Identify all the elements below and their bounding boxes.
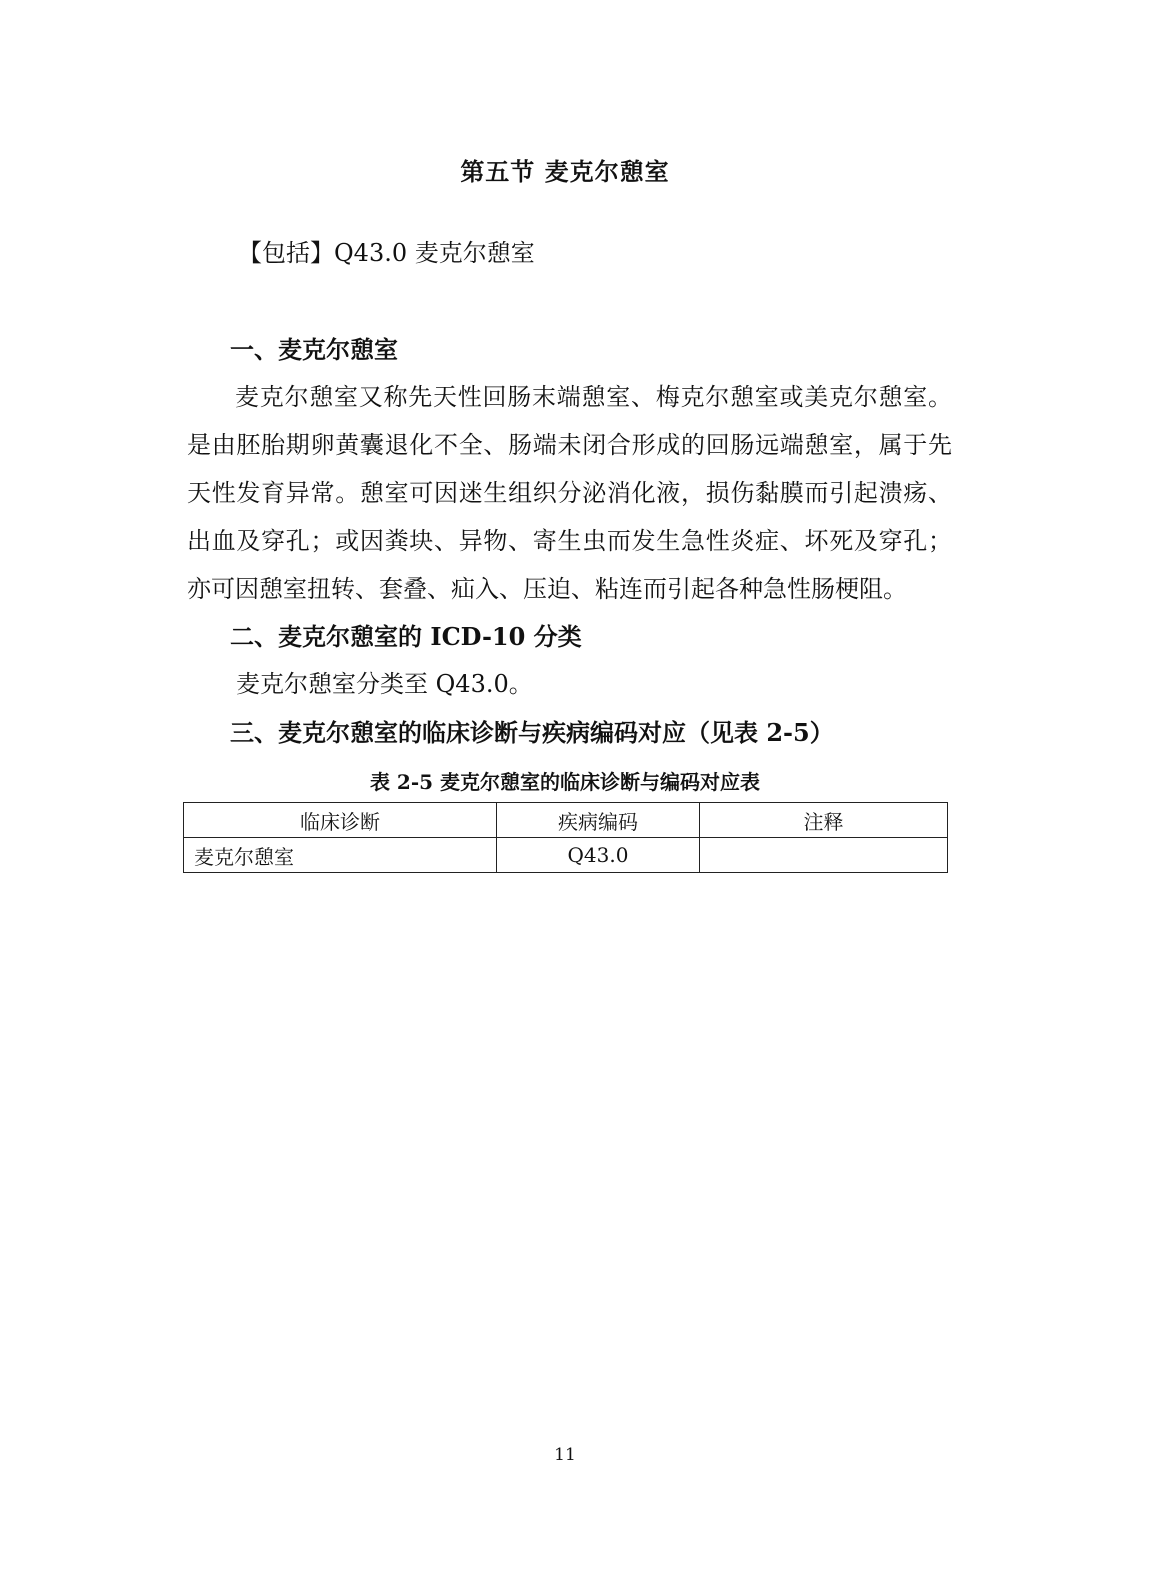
- heading-1: 一、麦克尔憩室: [230, 335, 398, 364]
- paragraph-1: 麦克尔憩室又称先天性回肠末端憩室、梅克尔憩室或美克尔憩室。是由胚胎期卵黄囊退化不全、肠端未闭合形成的回肠远端憩室，属于先天性发育异常。憩室可因迷生组织分泌消化液，损伤黏膜而引起溃疡、出血及穿孔；或因粪块、异物、寄生虫而发生急性炎症、坏死及穿孔；亦可因憩室扭转、套叠、疝入、压迫、粘连而引起各种急性肠梗阻。: [187, 383, 952, 603]
- table-caption: 表 2-5 麦克尔憩室的临床诊断与编码对应表: [369, 770, 761, 794]
- paragraph-2: 麦克尔憩室分类至 Q43.0。: [236, 670, 533, 698]
- page-number: 11: [554, 1445, 576, 1465]
- heading-2: 二、麦克尔憩室的 ICD-10 分类: [230, 622, 582, 651]
- diagnosis-code-table: [183, 802, 948, 873]
- table-header-notes: 注释: [700, 803, 948, 838]
- table-cell-notes: [700, 838, 948, 873]
- table-cell-diagnosis: 麦克尔憩室: [184, 838, 497, 873]
- table-header-diagnosis: 临床诊断: [184, 803, 497, 838]
- table-cell-code: Q43.0: [497, 838, 700, 873]
- include-line: 【包括】Q43.0 麦克尔憩室: [238, 239, 535, 267]
- table-header-code: 疾病编码: [497, 803, 700, 838]
- heading-3: 三、麦克尔憩室的临床诊断与疾病编码对应（见表 2-5）: [230, 718, 834, 747]
- section-title: 第五节 麦克尔憩室: [460, 157, 670, 186]
- table-row: [184, 838, 948, 873]
- table-header-row: [184, 803, 948, 838]
